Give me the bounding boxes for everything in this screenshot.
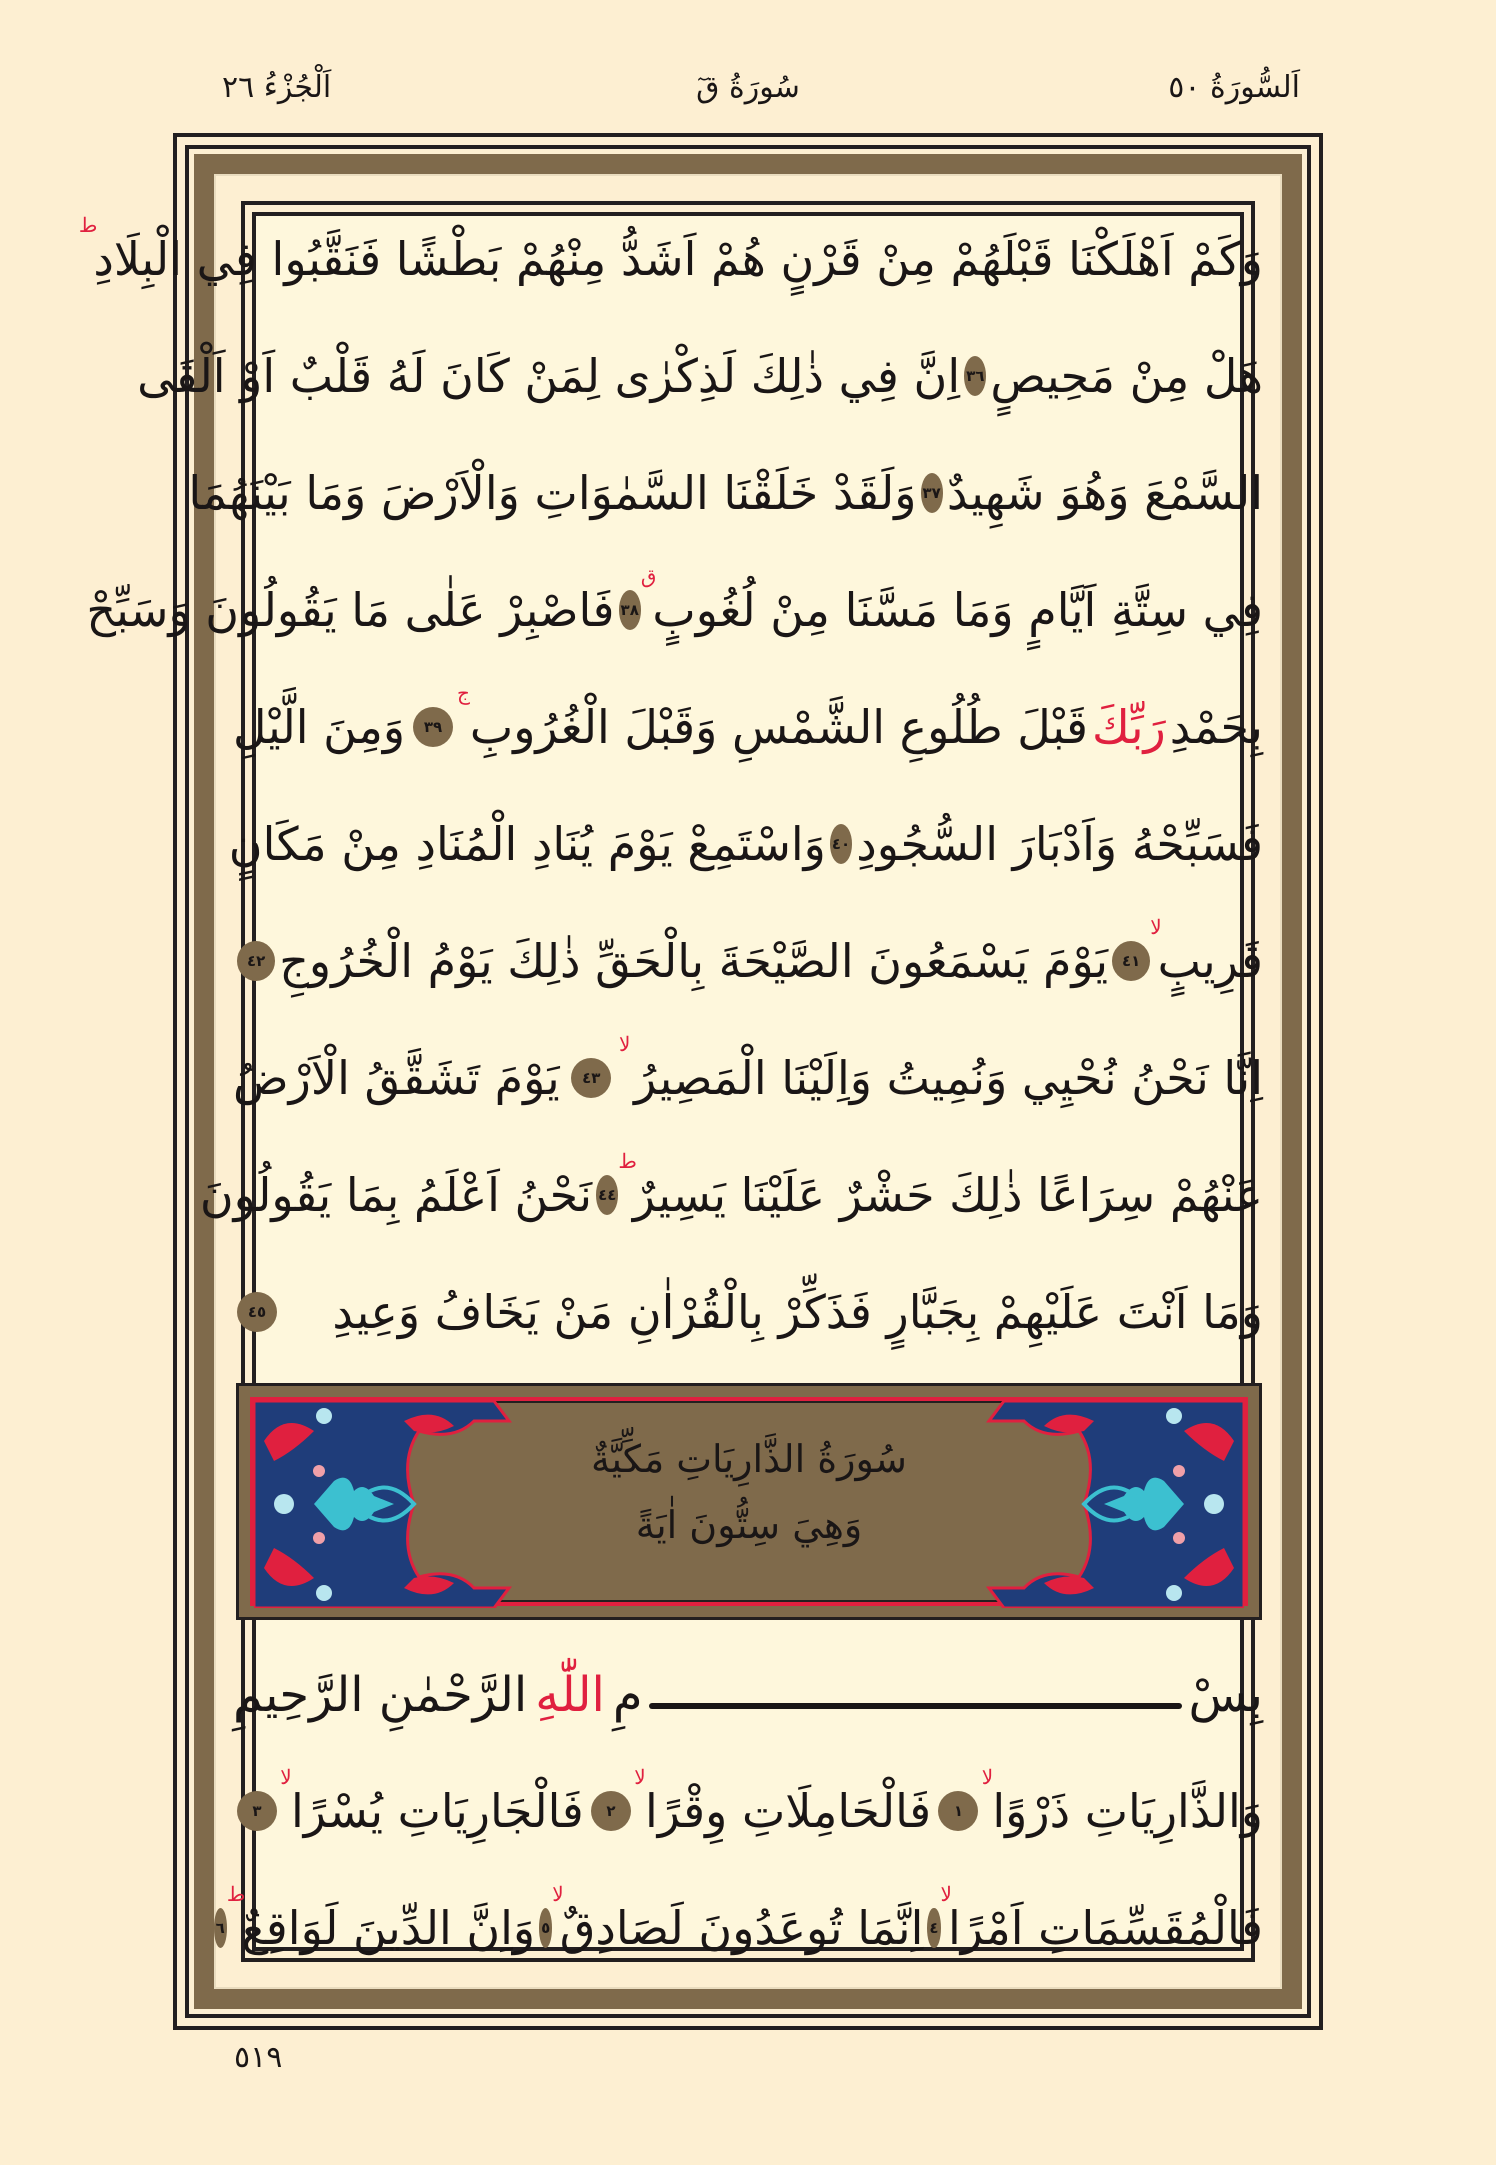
bismillah-rest: الرَّحْمٰنِ الرَّحِيمِ: [233, 1667, 528, 1723]
surah-number-label: اَلسُّورَةُ ٥٠: [1168, 70, 1300, 105]
pause-mark: لا: [618, 1031, 631, 1056]
verse-text: بِحَمْدِ: [1169, 699, 1263, 754]
verse-line-dh-2: [215, 1869, 1263, 1986]
verse-end-marker: ٣٩: [415, 709, 451, 745]
verse-text: اِنَّمَا تُوعَدُونَ لَصَادِقٌ: [559, 1900, 924, 1955]
verse-line-8: [233, 1019, 1263, 1136]
verse-text: وَمَا اَنْتَ عَلَيْهِمْ بِجَبَّارٍ فَذَكِّرْ بِالْقُرْاٰنِ مَنْ يَخَافُ وَعِيدِ: [332, 1284, 1263, 1339]
verse-text: يَوْمَ يَسْمَعُونَ الصَّيْحَةَ بِالْحَقِّ ذٰلِكَ يَوْمُ الْخُرُوجِ: [279, 933, 1109, 988]
verse-text: وَلَقَدْ خَلَقْنَا السَّمٰوَاتِ وَالْاَرْضَ وَمَا بَيْنَهُمَا: [188, 465, 917, 520]
verse-end-marker: ٤٣: [573, 1060, 609, 1096]
verse-text: قَرِيبٍ: [1157, 933, 1263, 988]
highlighted-word: رَبِّكَ: [1091, 699, 1166, 754]
pause-mark: لا: [1150, 914, 1162, 939]
pause-mark: ط: [226, 1881, 246, 1906]
pause-mark: ج: [457, 680, 470, 705]
verse-text: قَبْلَ طُلُوعِ الشَّمْسِ وَقَبْلَ الْغُرُوبِ: [469, 699, 1089, 754]
verse-text: وَاِنَّ الدِّينَ لَوَاقِعٌ: [241, 1900, 536, 1955]
verse-text: وَمِنَ الَّيْلِ: [233, 699, 406, 754]
pause-mark: لا: [940, 1881, 952, 1906]
verse-line-dh-1: [233, 1752, 1263, 1869]
verse-text: يَوْمَ تَشَقَّقُ الْاَرْضُ: [233, 1050, 560, 1105]
verse-end-marker: ٦: [216, 1910, 225, 1946]
bismillah-allah: اللّٰهِ: [535, 1667, 605, 1723]
verse-text: فَالْجَارِيَاتِ يُسْرًا: [291, 1783, 584, 1838]
page-number: ٥١٩: [234, 2040, 283, 2075]
pause-mark: لا: [552, 1881, 564, 1906]
verse-text: فَالْحَامِلَاتِ وِقْرًا: [645, 1783, 932, 1838]
pause-mark: لا: [280, 1764, 292, 1789]
bismillah: [233, 1640, 1263, 1750]
verse-line-7: [233, 902, 1263, 1019]
surah-header-banner: [236, 1383, 1262, 1620]
verse-text: وَالذَّارِيَاتِ ذَرْوًا: [992, 1783, 1263, 1838]
verse-end-marker: ٥: [541, 1910, 550, 1946]
verse-line-4: [86, 551, 1263, 668]
verse-end-marker: ١: [940, 1793, 976, 1829]
verse-end-marker: ٤: [929, 1910, 938, 1946]
verses-block-qaf: [78, 200, 1263, 1370]
bismillah-mim: مِ: [612, 1667, 643, 1723]
verse-text: وَكَمْ اَهْلَكْنَا قَبْلَهُمْ مِنْ قَرْنٍ هُمْ اَشَدُّ مِنْهُمْ بَطْشًا فَنَقَّبُوا فِي الْبِلَادِ: [93, 231, 1263, 286]
verse-text: اِنَّا نَحْنُ نُحْيِي وَنُمِيتُ وَاِلَيْنَا الْمَصِيرُ: [634, 1050, 1263, 1105]
verse-text: وَاسْتَمِعْ يَوْمَ يُنَادِ الْمُنَادِ مِنْ مَكَانٍ: [228, 816, 826, 871]
pause-mark: لا: [981, 1764, 994, 1789]
verse-end-marker: ٣٨: [621, 592, 639, 628]
verse-text: فِي سِتَّةِ اَيَّامٍ وَمَا مَسَّنَا مِنْ لُغُوبٍ: [652, 582, 1263, 637]
pause-mark: ط: [618, 1148, 637, 1173]
verse-line-9: [199, 1136, 1263, 1253]
verse-text: فَسَبِّحْهُ وَاَدْبَارَ السُّجُودِ: [856, 816, 1263, 871]
verse-end-marker: ٤٢: [239, 943, 273, 979]
verse-end-marker: ٤٥: [239, 1294, 275, 1330]
verse-line-3: [188, 434, 1263, 551]
banner-title: [239, 1426, 1259, 1558]
surah-verse-count: وَهِيَ سِتُّونَ اٰيَةً: [635, 1503, 863, 1547]
verse-text: هَلْ مِنْ مَحِيصٍ: [990, 348, 1263, 403]
bismillah-kashida: [649, 1703, 1183, 1709]
verse-line-6: [228, 785, 1263, 902]
verse-text: اِنَّ فِي ذٰلِكَ لَذِكْرٰى لِمَنْ كَانَ لَهُ قَلْبٌ اَوْ اَلْقَى: [137, 348, 961, 403]
verse-text: عَنْهُمْ سِرَاعًا ذٰلِكَ حَشْرٌ عَلَيْنَا يَسِيرٌ: [632, 1167, 1263, 1222]
juz-label: اَلْجُزْءُ ٢٦: [222, 70, 332, 105]
verse-line-10: [233, 1253, 1263, 1370]
verse-end-marker: ٣٦: [966, 358, 984, 394]
verse-line-1: [78, 200, 1263, 317]
surah-title: سُورَةُ الذَّارِيَاتِ مَكِّيَّةٌ: [591, 1437, 907, 1481]
verse-line-2: [137, 317, 1263, 434]
verses-block-dhariyat: [215, 1752, 1263, 1986]
verse-end-marker: ٣: [239, 1793, 275, 1829]
verse-text: نَحْنُ اَعْلَمُ بِمَا يَقُولُونَ: [199, 1167, 593, 1222]
verse-end-marker: ٣٧: [923, 475, 941, 511]
pause-mark: لا: [634, 1764, 646, 1789]
verse-end-marker: ٤١: [1114, 943, 1148, 979]
bismillah-start: بِسْ: [1188, 1667, 1263, 1723]
verse-end-marker: ٤٤: [598, 1177, 616, 1213]
pause-mark: ق: [640, 563, 657, 588]
surah-name-header: سُورَةُ قٓ: [696, 70, 800, 105]
verse-end-marker: ٢: [593, 1793, 629, 1829]
verse-end-marker: ٤٠: [832, 826, 850, 862]
verse-text: فَاصْبِرْ عَلٰى مَا يَقُولُونَ وَسَبِّحْ: [86, 582, 615, 637]
verse-line-5: [233, 668, 1263, 785]
verse-text: فَالْمُقَسِّمَاتِ اَمْرًا: [947, 1900, 1263, 1955]
verse-text: السَّمْعَ وَهُوَ شَهِيدٌ: [946, 465, 1263, 520]
pause-mark: ط: [78, 212, 98, 237]
